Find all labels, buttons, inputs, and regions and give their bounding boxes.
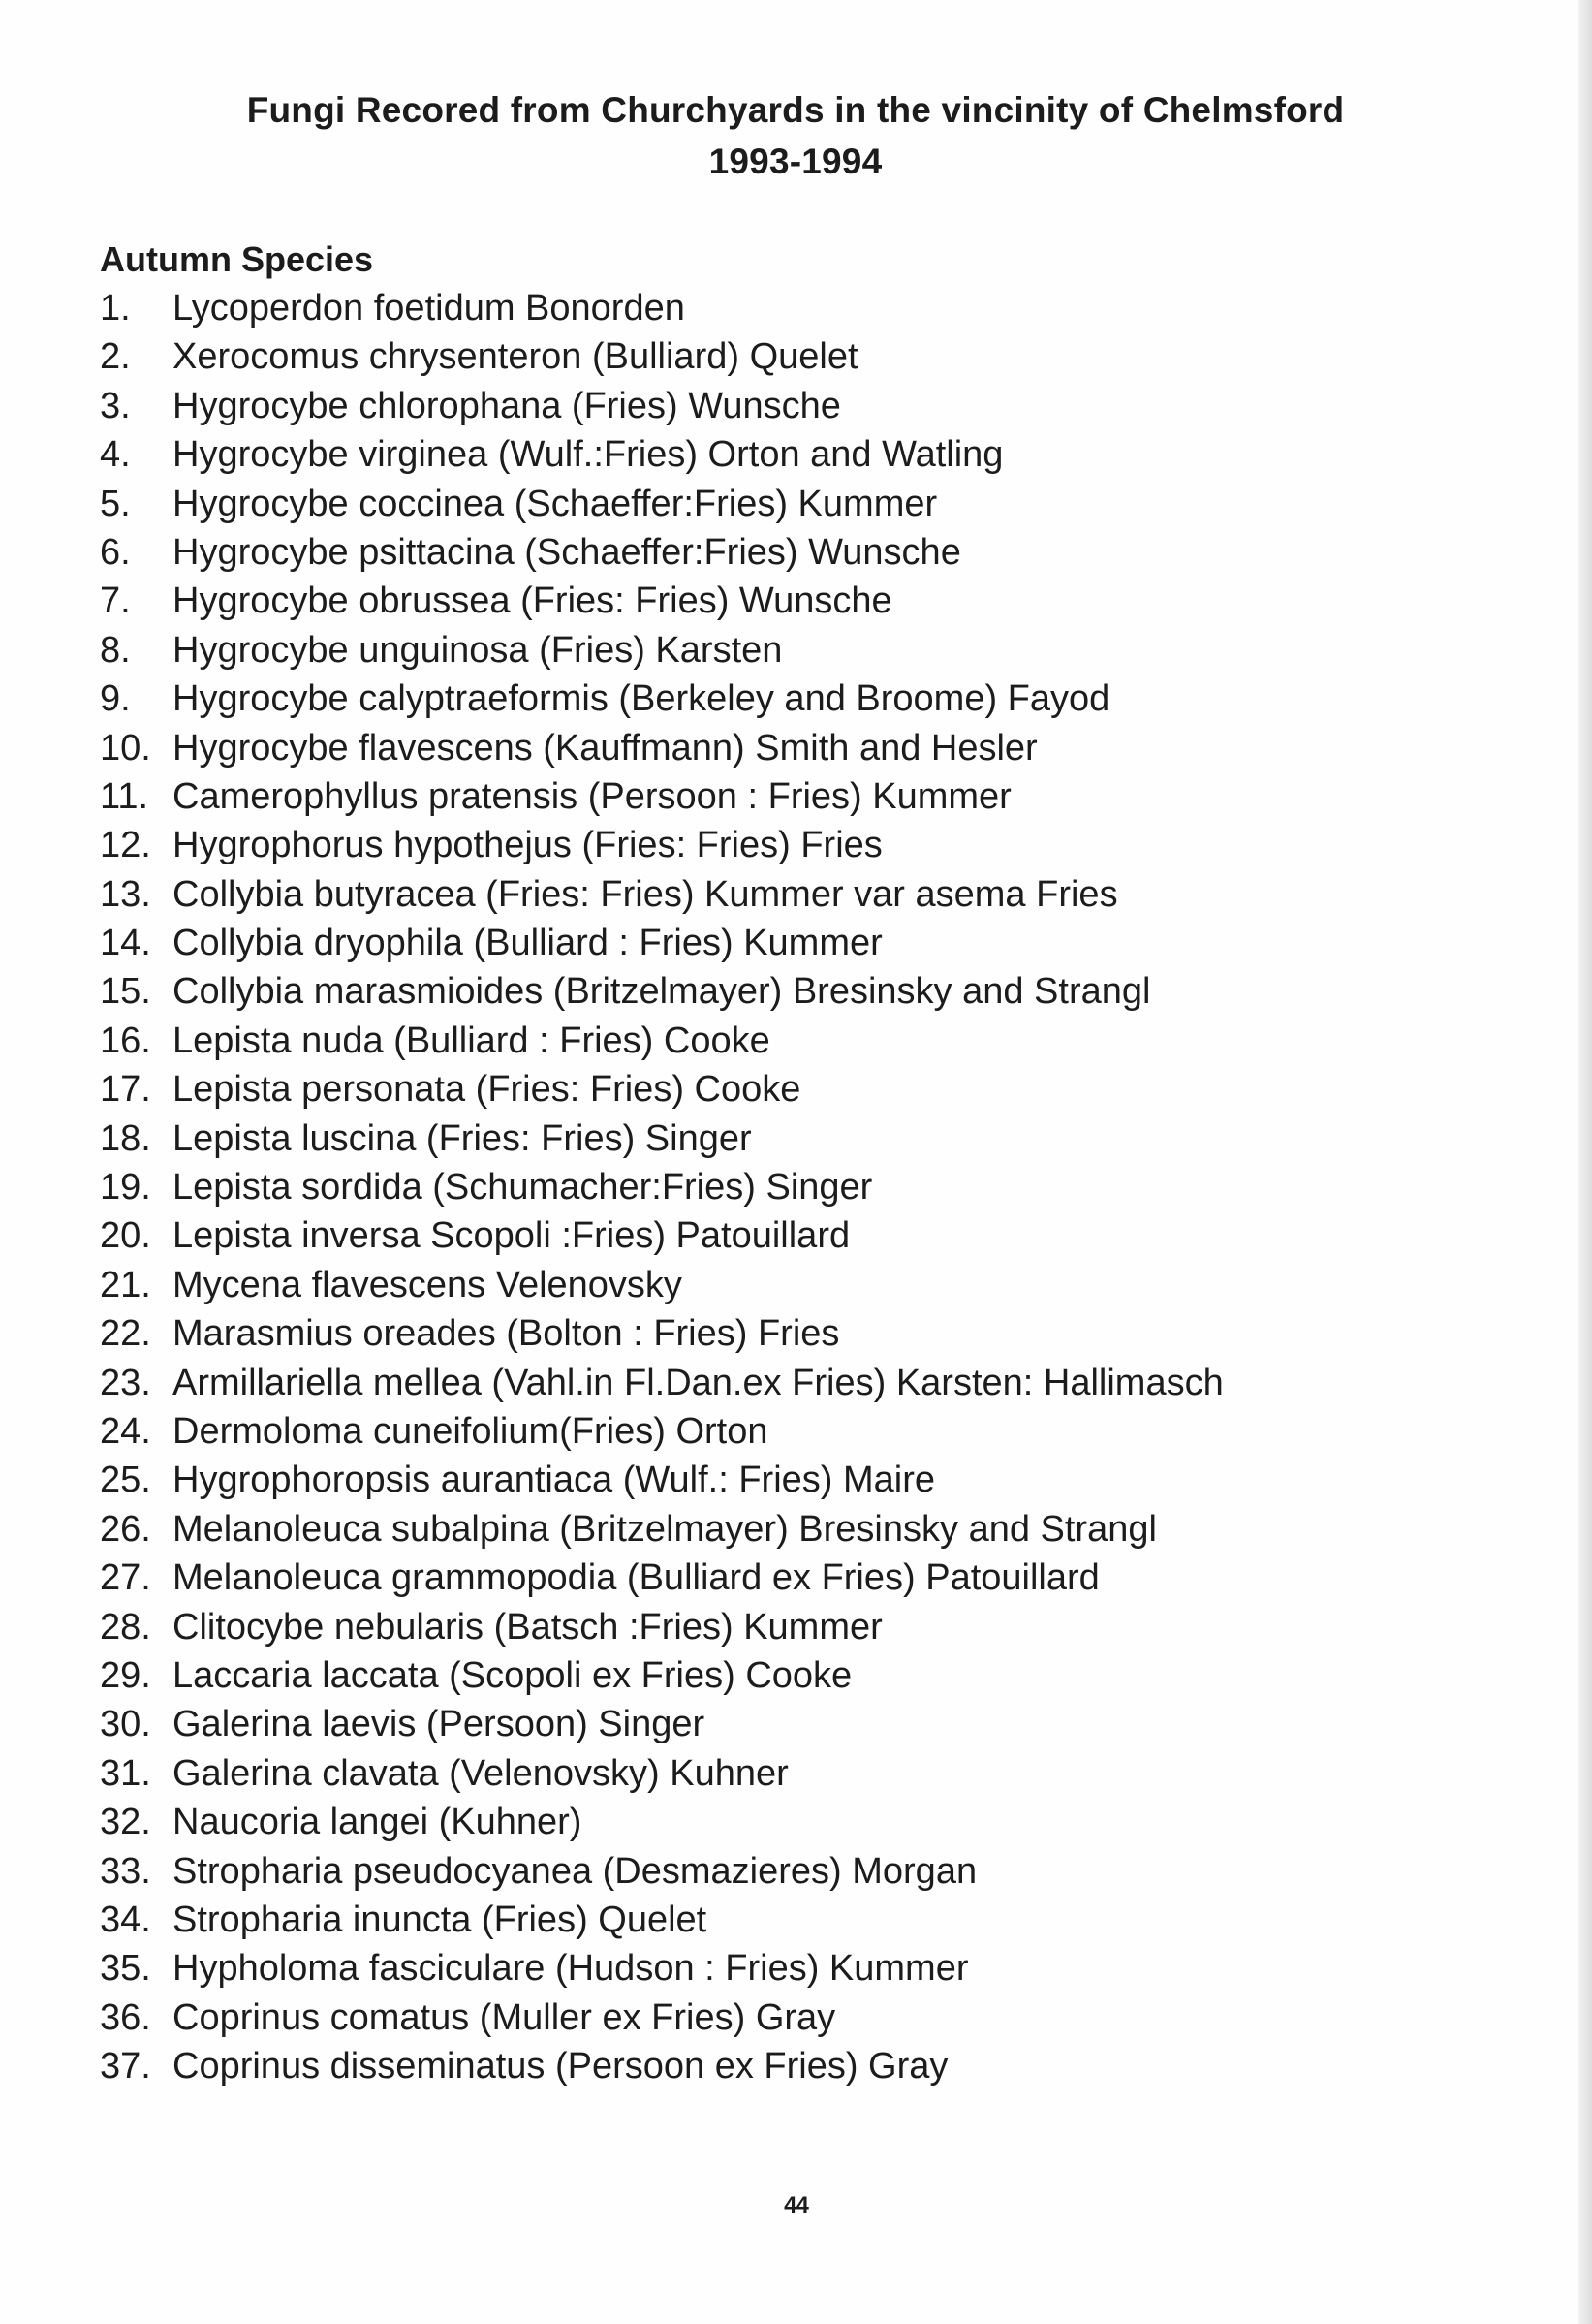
list-item-number: 15. [100,971,151,1013]
list-item [100,626,1224,675]
species-name: Xerocomus chrysenteron (Bulliard) Quelet [172,336,858,378]
list-item [100,2042,1224,2090]
list-item-number: 24. [100,1410,151,1452]
list-item-number: 30. [100,1704,151,1745]
list-item [100,675,1224,723]
list-item-number: 6. [100,531,131,573]
species-name: Stropharia pseudocyanea (Desmazieres) Morgan [172,1850,978,1892]
species-name: Melanoleuca subalpina (Britzelmayer) Bresinsky and Strangl [172,1508,1157,1550]
list-item [100,480,1224,528]
species-name: Hygrocybe calyptraeformis (Berkeley and Broome) Fayod [172,678,1110,720]
species-name: Lepista sordida (Schumacher:Fries) Singer [172,1167,873,1209]
list-item [100,1798,1224,1846]
list-item-number: 34. [100,1899,151,1940]
species-name: Hygrophorus hypothejus (Fries: Fries) Fries [172,825,883,866]
list-item-number: 16. [100,1020,151,1061]
document-title: Fungi Recored from Churchyards in the vincinity of Chelmsford [246,90,1345,130]
list-item [100,382,1224,430]
list-item-number: 1. [100,288,131,329]
list-item [100,284,1224,332]
list-item [100,1944,1224,1993]
species-name: Melanoleuca grammopodia (Bulliard ex Fries) Patouillard [172,1557,1100,1599]
list-item [100,967,1224,1016]
species-list [100,284,1224,2090]
list-item-number: 11. [100,775,149,817]
section-heading: Autumn Species [100,239,374,279]
list-item-number: 29. [100,1654,151,1696]
species-name: Galerina clavata (Velenovsky) Kuhner [172,1752,789,1794]
list-item-number: 22. [100,1313,151,1355]
list-item [100,1994,1224,2042]
list-item-number: 18. [100,1117,151,1159]
species-name: Lepista inversa Scopoli :Fries) Patouillard [172,1215,851,1257]
list-item [100,1261,1224,1309]
list-item-number: 4. [100,434,131,476]
list-item-number: 12. [100,825,151,866]
list-item-number: 10. [100,727,151,769]
species-name: Hygrophoropsis aurantiaca (Wulf.: Fries) Maire [172,1460,936,1501]
list-item [100,1505,1224,1554]
species-name: Laccaria laccata (Scopoli ex Fries) Cooke [172,1654,853,1696]
list-item [100,1749,1224,1798]
page-edge-shadow [1578,0,1592,2324]
list-item [100,1651,1224,1700]
list-item [100,528,1224,577]
list-item-number: 33. [100,1850,151,1892]
list-item-number: 8. [100,629,131,671]
list-item [100,1847,1224,1896]
list-item-number: 27. [100,1557,151,1599]
list-item-number: 17. [100,1069,151,1111]
list-item-number: 32. [100,1802,151,1843]
page-number: 44 [784,2192,808,2218]
species-name: Collybia marasmioides (Britzelmayer) Bresinsky and Strangl [172,971,1151,1013]
list-item-number: 35. [100,1948,151,1990]
species-name: Hygrocybe psittacina (Schaeffer:Fries) Wunsche [172,531,961,573]
list-item [100,821,1224,869]
species-name: Collybia butyracea (Fries: Fries) Kummer var asema Fries [172,873,1118,915]
list-item [100,332,1224,381]
species-name: Lepista luscina (Fries: Fries) Singer [172,1117,752,1159]
list-item [100,870,1224,919]
list-item-number: 37. [100,2046,151,2088]
species-name: Hygrocybe chlorophana (Fries) Wunsche [172,385,841,426]
list-item-number: 36. [100,1996,151,2038]
list-item [100,1554,1224,1602]
list-item [100,772,1224,821]
species-name: Hygrocybe flavescens (Kauffmann) Smith and Hesler [172,727,1038,769]
list-item [100,1700,1224,1748]
list-item [100,919,1224,967]
list-item-number: 28. [100,1606,151,1648]
species-name: Armillariella mellea (Vahl.in Fl.Dan.ex Fries) Karsten: Hallimasch [172,1362,1224,1403]
species-name: Hygrocybe obrussea (Fries: Fries) Wunsche [172,581,892,622]
list-item-number: 5. [100,483,131,524]
list-item-number: 31. [100,1752,151,1794]
list-item [100,1456,1224,1504]
species-name: Lycoperdon foetidum Bonorden [172,288,685,329]
list-item [100,1896,1224,1944]
species-name: Naucoria langei (Kuhner) [172,1802,582,1843]
list-item-number: 25. [100,1460,151,1501]
species-name: Hypholoma fasciculare (Hudson : Fries) Kummer [172,1948,969,1990]
list-item [100,1603,1224,1651]
list-item-number: 2. [100,336,131,378]
species-name: Hygrocybe virginea (Wulf.:Fries) Orton and Watling [172,434,1004,476]
list-item-number: 9. [100,678,131,720]
list-item [100,1309,1224,1358]
list-item [100,1407,1224,1456]
species-name: Collybia dryophila (Bulliard : Fries) Kummer [172,923,883,964]
species-name: Marasmius oreades (Bolton : Fries) Fries [172,1313,840,1355]
list-item [100,724,1224,772]
list-item [100,430,1224,479]
list-item [100,1163,1224,1211]
list-item [100,1359,1224,1407]
species-name: Coprinus comatus (Muller ex Fries) Gray [172,1996,836,2038]
species-name: Lepista personata (Fries: Fries) Cooke [172,1069,801,1111]
list-item-number: 13. [100,873,151,915]
list-item-number: 7. [100,581,131,622]
species-name: Stropharia inuncta (Fries) Quelet [172,1899,707,1940]
document-date-range: 1993-1994 [708,141,883,181]
list-item [100,577,1224,625]
species-name: Dermoloma cuneifolium(Fries) Orton [172,1410,768,1452]
species-name: Camerophyllus pratensis (Persoon : Fries) Kummer [172,775,1012,817]
list-item-number: 3. [100,385,131,426]
list-item [100,1065,1224,1114]
species-name: Mycena flavescens Velenovsky [172,1264,682,1305]
list-item-number: 21. [100,1264,151,1305]
list-item-number: 26. [100,1508,151,1550]
species-name: Lepista nuda (Bulliard : Fries) Cooke [172,1020,770,1061]
species-name: Coprinus disseminatus (Persoon ex Fries) Gray [172,2046,949,2088]
list-item-number: 23. [100,1362,151,1403]
species-name: Galerina laevis (Persoon) Singer [172,1704,705,1745]
species-name: Hygrocybe coccinea (Schaeffer:Fries) Kummer [172,483,938,524]
list-item-number: 14. [100,923,151,964]
list-item [100,1211,1224,1260]
list-item-number: 20. [100,1215,151,1257]
list-item-number: 19. [100,1167,151,1209]
list-item [100,1017,1224,1065]
list-item [100,1115,1224,1163]
species-name: Hygrocybe unguinosa (Fries) Karsten [172,629,783,671]
species-name: Clitocybe nebularis (Batsch :Fries) Kummer [172,1606,883,1648]
